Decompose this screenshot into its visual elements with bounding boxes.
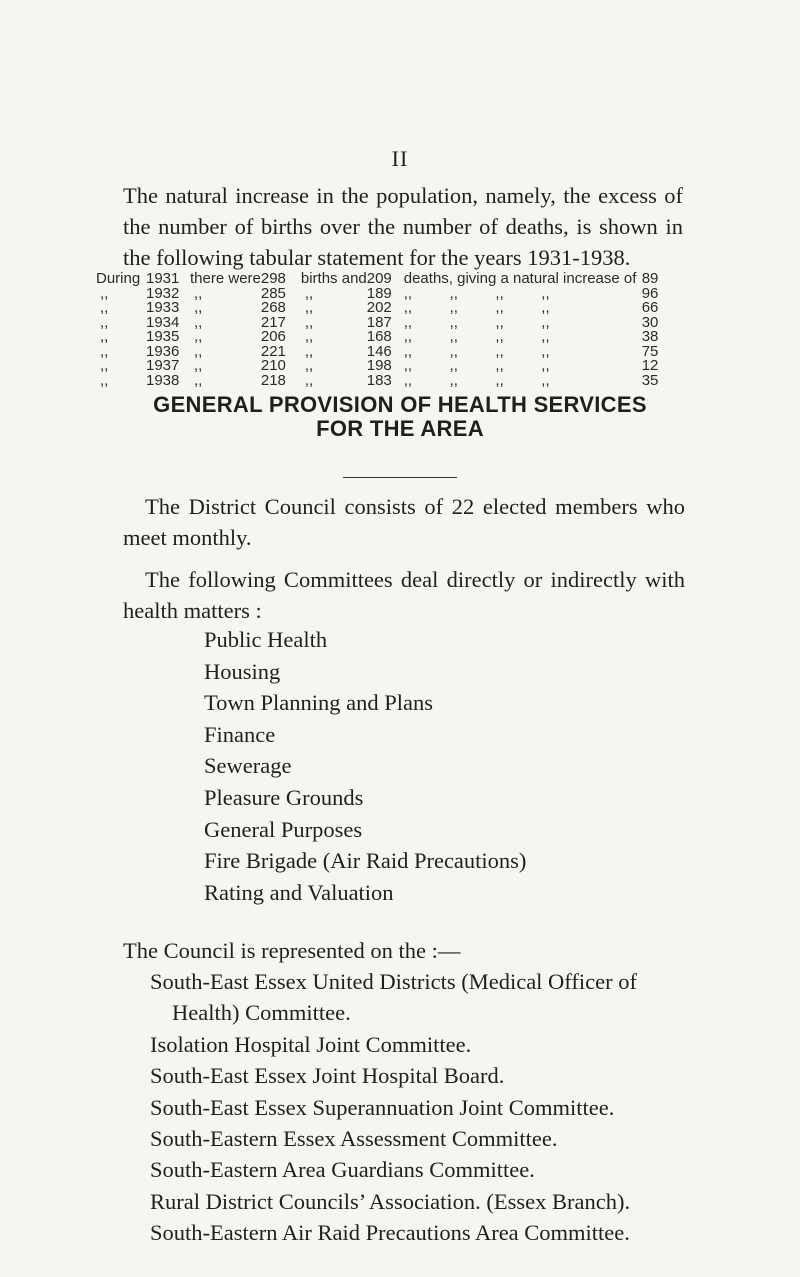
row-word: ,, [304,328,314,345]
row-word: ,, [194,342,203,360]
row-year: 1933 [146,299,180,316]
committee-item: Housing [204,658,281,684]
row-word: ,, ,, ,, ,, [403,357,550,374]
row-prefix: ,, [100,357,109,374]
row-deaths: 183 [366,371,392,389]
row-year: 1932 [146,284,180,302]
row-word: ,, [304,357,314,374]
committees-intro: The following Committees deal directly or indirectly with health matters : [123,567,685,623]
representation-item: South-East Essex United Districts (Medical Officer of Health) Committee. [150,969,637,1026]
divider [343,477,457,478]
row-year: 1937 [146,357,180,374]
row-prefix: ,, [100,284,109,302]
row-births: 206 [260,328,286,345]
row-increase: 75 [641,342,659,360]
row-prefix: ,, [100,371,109,389]
committee-item: Town Planning and Plans [204,690,434,716]
row-year: 1931 [146,270,180,287]
row-increase: 30 [641,313,659,331]
row-word: ,, [194,371,203,389]
committee-item: Finance [204,721,276,747]
row-prefix: ,, [100,342,109,360]
council-paragraph: The District Council consists of 22 elected members who meet monthly. [123,494,685,550]
row-word: ,, [194,299,203,316]
row-word: ,, ,, ,, ,, [403,313,550,331]
row-word: ,, [304,342,314,360]
row-births: 298 [260,270,286,287]
row-word: ,, [194,313,203,331]
row-prefix: ,, [100,299,109,316]
row-word: ,, [304,299,314,316]
represented-intro: The Council is represented on the :— [123,938,461,963]
committee-item: Fire Brigade (Air Raid Precautions) [204,848,527,874]
row-increase: 89 [641,270,659,287]
row-year: 1936 [146,342,180,360]
row-year: 1934 [146,313,180,331]
row-births: 217 [260,313,286,331]
intro-paragraph: The natural increase in the population, namely, the excess of the number of births over the number of deaths, is shown in the following tabular statement for the years 1931-1938. [123,183,683,270]
row-births: 268 [260,299,286,316]
representation-item: South-Eastern Area Guardians Committee. [150,1157,535,1183]
committees-list [204,624,526,908]
row-increase: 66 [641,299,659,316]
row-increase: 12 [641,357,659,374]
row-word: ,, [194,284,203,302]
row-word: there were [190,270,261,287]
representation-item: Isolation Hospital Joint Committee. [150,1031,472,1057]
row-prefix: ,, [100,328,109,345]
row-deaths: 202 [366,299,392,316]
representation-item: South-Eastern Air Raid Precautions Area Committee. [150,1220,630,1246]
row-word: ,, [304,313,314,331]
row-word: ,, [304,371,314,389]
row-prefix: During [96,270,141,287]
row-deaths: 168 [366,328,392,345]
representation-item: South-East Essex Superannuation Joint Committee. [150,1094,615,1120]
row-deaths: 187 [366,313,392,331]
representations-list [150,966,670,1249]
committee-item: Rating and Valuation [204,879,394,905]
row-word: ,, [194,328,203,345]
committee-item: Pleasure Grounds [204,784,364,810]
row-word: ,, ,, ,, ,, [403,299,550,316]
row-deaths: 146 [366,342,392,360]
representation-item: South-Eastern Essex Assessment Committee. [150,1126,558,1152]
row-prefix: ,, [100,313,109,331]
row-increase: 96 [641,284,659,302]
row-word: ,, [194,357,203,374]
representation-item: Rural District Councils’ Association. (Essex Branch). [150,1188,631,1214]
row-births: 218 [260,371,286,389]
committee-item: Sewerage [204,753,292,779]
page-number: II [391,146,409,171]
row-year: 1938 [146,371,180,389]
row-word: deaths, giving a natural increase of [403,270,637,287]
section-subheading: FOR THE AREA [316,416,484,441]
row-births: 210 [260,357,286,374]
row-increase: 38 [641,328,659,345]
row-word: ,, ,, ,, ,, [403,371,550,389]
representation-item: South-East Essex Joint Hospital Board. [150,1063,505,1089]
row-word: ,, ,, ,, ,, [403,328,550,345]
row-births: 285 [260,284,286,302]
section-heading: GENERAL PROVISION OF HEALTH SERVICES [153,392,647,417]
row-births: 221 [260,342,286,360]
row-increase: 35 [641,371,659,389]
row-word: ,, ,, ,, ,, [403,284,550,302]
row-word: births and [300,270,367,287]
row-word: ,, ,, ,, ,, [403,342,550,360]
row-word: ,, [304,284,314,302]
row-deaths: 209 [366,270,392,287]
committee-item: General Purposes [204,816,363,842]
committee-item: Public Health [204,627,328,652]
row-year: 1935 [146,328,180,345]
births-deaths-table [96,272,658,388]
row-deaths: 198 [366,357,392,374]
row-deaths: 189 [366,284,392,302]
table-row [96,374,658,389]
